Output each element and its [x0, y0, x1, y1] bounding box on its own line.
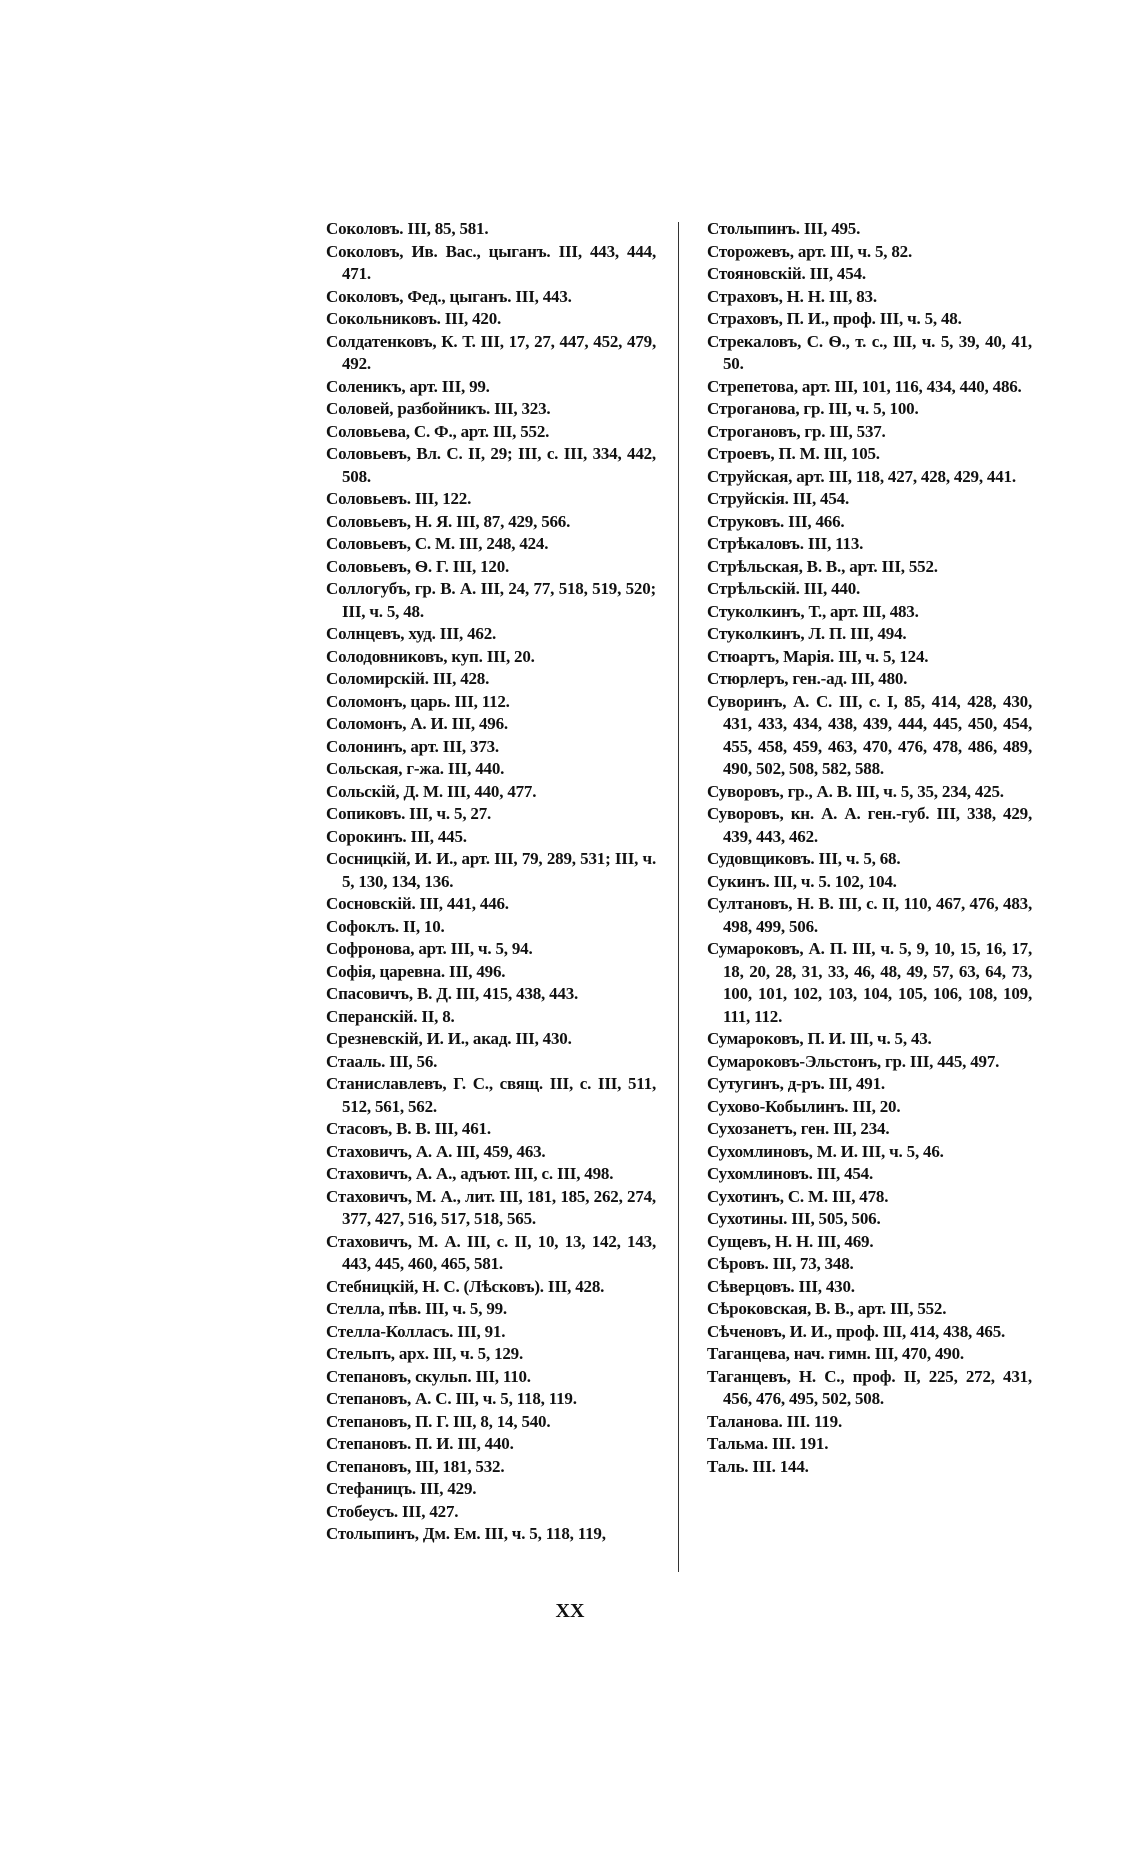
index-entry: Стелла-Колласъ. III, 91. — [326, 1321, 506, 1341]
index-entry: Сухотинъ, С. М. III, 478. — [707, 1186, 889, 1206]
index-entry: Султановъ, Н. В. III, с. II, 110, 467, 476, 483, 498, 499, 506. — [707, 894, 1032, 936]
index-entry: Стаховичъ, М. А. III, с. II, 10, 13, 142, 143, 443, 445, 460, 465, 581. — [326, 1231, 656, 1273]
index-entry: Стелла, пѣв. III, ч. 5, 99. — [326, 1299, 507, 1318]
index-entry: Соловей, разбойникъ. III, 323. — [326, 399, 551, 418]
index-entry: Соловьевъ. III, 122. — [326, 489, 472, 508]
index-entry: Сущевъ, Н. Н. III, 469. — [707, 1231, 874, 1251]
index-entry: Суворинъ, А. С. III, с. I, 85, 414, 428, 430, 431, 433, 434, 438, 439, 444, 445, 450, 454, 455, 458, 459, 463, 470, 476, 478, 486, 489, 490, 502, 508, 582, 588. — [707, 691, 1032, 778]
index-entry: Стельпъ, арх. III, ч. 5, 129. — [326, 1344, 524, 1363]
index-column-right — [707, 218, 1032, 1478]
index-entry: Степановъ, П. Г. III, 8, 14, 540. — [326, 1411, 551, 1431]
index-entry: Солнцевъ, худ. III, 462. — [326, 624, 497, 643]
index-entry: Степановъ. П. И. III, 440. — [326, 1434, 514, 1453]
index-entry: Спасовичъ, В. Д. III, 415, 438, 443. — [326, 984, 579, 1003]
index-entry: Степановъ, скульп. III, 110. — [326, 1366, 531, 1386]
index-entry: Таганцевъ, Н. С., проф. II, 225, 272, 431, 456, 476, 495, 502, 508. — [707, 1366, 1032, 1408]
index-entry: Столыпинъ, Дм. Ем. III, ч. 5, 118, 119, — [326, 1524, 606, 1543]
index-entry: Стефаницъ. III, 429. — [326, 1479, 477, 1498]
index-entry: Стуколкинъ, Л. П. III, 494. — [707, 624, 907, 643]
index-entry: Сухово-Кобылинъ. III, 20. — [707, 1096, 901, 1116]
index-entry: Соллогубъ, гр. В. А. III, 24, 77, 518, 519, 520; III, ч. 5, 48. — [326, 579, 656, 621]
index-entry: Сперанскій. II, 8. — [326, 1006, 455, 1026]
index-entry: Софронова, арт. III, ч. 5, 94. — [326, 939, 533, 958]
index-entry: Строганова, гр. III, ч. 5, 100. — [707, 399, 919, 418]
index-entry: Сухомлиновъ. III, 454. — [707, 1164, 874, 1183]
index-entry: Стрѣльская, В. В., арт. III, 552. — [707, 556, 938, 576]
index-entry: Таганцева, нач. гимн. III, 470, 490. — [707, 1344, 964, 1363]
index-column-left — [326, 218, 656, 1546]
index-entry: Суворовъ, гр., А. В. III, ч. 5, 35, 234, 425. — [707, 781, 1004, 801]
index-entry: Судовщиковъ. III, ч. 5, 68. — [707, 849, 901, 868]
index-entry: Сѣченовъ, И. И., проф. III, 414, 438, 465. — [707, 1321, 1006, 1341]
index-entry: Стуколкинъ, Т., арт. III, 483. — [707, 601, 919, 621]
index-entry: Тальма. III. 191. — [707, 1434, 829, 1453]
index-entry: Стояновскій. III, 454. — [707, 264, 866, 283]
index-entry: Сѣверцовъ. III, 430. — [707, 1276, 855, 1296]
index-entry: Соловьева, С. Ф., арт. III, 552. — [326, 421, 550, 441]
index-entry: Сокольниковъ. III, 420. — [326, 309, 502, 328]
index-entry: Стасовъ, В. В. III, 461. — [326, 1119, 491, 1138]
index-entry: Стобеусъ. III, 427. — [326, 1501, 459, 1521]
index-entry: Соломонъ, царь. III, 112. — [326, 691, 510, 711]
index-entry: Таль. III. 144. — [707, 1456, 809, 1476]
index-entry: Сосновскій. III, 441, 446. — [326, 894, 509, 913]
index-entry: Соломирскій. III, 428. — [326, 669, 490, 688]
index-entry: Сумароковъ-Эльстонъ, гр. III, 445, 497. — [707, 1051, 1000, 1071]
index-entry: Сухозанетъ, ген. III, 234. — [707, 1119, 890, 1138]
index-entry: Струковъ. III, 466. — [707, 511, 845, 531]
index-entry: Струйскія. III, 454. — [707, 489, 849, 508]
index-entry: Соколовъ, Фед., цыганъ. III, 443. — [326, 286, 572, 306]
index-entry: Сумароковъ, П. И. III, ч. 5, 43. — [707, 1029, 932, 1048]
index-entry: Страховъ, Н. Н. III, 83. — [707, 286, 877, 306]
index-entry: Сукинъ. III, ч. 5. 102, 104. — [707, 871, 897, 891]
index-entry: Столыпинъ. III, 495. — [707, 219, 861, 238]
index-entry: Сторожевъ, арт. III, ч. 5, 82. — [707, 241, 913, 261]
index-entry: Солонинъ, арт. III, 373. — [326, 736, 499, 756]
index-entry: Соловьевъ, Вл. С. II, 29; III, с. III, 334, 442, 508. — [326, 444, 656, 486]
index-entry: Сольская, г-жа. III, 440. — [326, 759, 505, 778]
index-entry: Струйская, арт. III, 118, 427, 428, 429, 441. — [707, 466, 1016, 486]
index-entry: Стаховичъ, А. А., адъют. III, с. III, 498. — [326, 1164, 614, 1183]
index-entry: Соколовъ. III, 85, 581. — [326, 219, 489, 238]
index-entry: Стрѣкаловъ. III, 113. — [707, 534, 864, 553]
index-entry: Стаховичъ, М. А., лит. III, 181, 185, 262, 274, 377, 427, 516, 517, 518, 565. — [326, 1186, 656, 1228]
index-entry: Строевъ, П. М. III, 105. — [707, 444, 880, 463]
index-entry: Софія, царевна. III, 496. — [326, 961, 506, 981]
index-entry: Соловьевъ, Н. Я. III, 87, 429, 566. — [326, 511, 571, 531]
index-entry: Степановъ, А. С. III, ч. 5, 118, 119. — [326, 1389, 577, 1408]
index-entry: Сутугинъ, д-ръ. III, 491. — [707, 1074, 885, 1093]
index-entry: Сольскій, Д. М. III, 440, 477. — [326, 781, 537, 801]
index-entry: Софоклъ. II, 10. — [326, 916, 445, 936]
index-entry: Степановъ, III, 181, 532. — [326, 1456, 505, 1476]
index-entry: Стаховичъ, А. А. III, 459, 463. — [326, 1141, 546, 1161]
index-entry: Соколовъ, Ив. Вас., цыганъ. III, 443, 444, 471. — [326, 241, 656, 283]
index-entry: Срезневскій, И. И., акад. III, 430. — [326, 1029, 572, 1048]
index-entry: Солодовниковъ, куп. III, 20. — [326, 646, 535, 666]
index-entry: Стебницкій, Н. С. (Лѣсковъ). III, 428. — [326, 1276, 605, 1296]
index-entry: Стюрлеръ, ген.-ад. III, 480. — [707, 669, 908, 688]
index-entry: Суворовъ, кн. А. А. ген.-губ. III, 338, 429, 439, 443, 462. — [707, 804, 1032, 846]
page-number: XX — [555, 1600, 585, 1622]
index-entry: Сѣровъ. III, 73, 348. — [707, 1254, 854, 1273]
index-entry: Сѣроковская, В. В., арт. III, 552. — [707, 1299, 947, 1318]
index-entry: Сосницкій, И. И., арт. III, 79, 289, 531; III, ч. 5, 130, 134, 136. — [326, 849, 656, 891]
index-entry: Соловьевъ, Ѳ. Г. III, 120. — [326, 556, 510, 576]
index-entry: Соловьевъ, С. М. III, 248, 424. — [326, 534, 549, 553]
index-entry: Соленикъ, арт. III, 99. — [326, 376, 490, 396]
index-entry: Солдатенковъ, К. Т. III, 17, 27, 447, 452, 479, 492. — [326, 331, 656, 373]
index-entry: Соломонъ, А. И. III, 496. — [326, 714, 508, 733]
index-entry: Стааль. III, 56. — [326, 1051, 438, 1071]
index-entry: Строгановъ, гр. III, 537. — [707, 421, 886, 441]
index-entry: Сопиковъ. III, ч. 5, 27. — [326, 804, 492, 823]
index-entry: Сорокинъ. III, 445. — [326, 826, 467, 846]
index-entry: Сумароковъ, А. П. III, ч. 5, 9, 10, 15, 16, 17, 18, 20, 28, 31, 33, 46, 48, 49, 57, 63, 64, 73, 100, 101, 102, 103, 104, 105, 106, 108, 109, 111, 112. — [707, 939, 1032, 1026]
index-entry: Стрекаловъ, С. Ѳ., т. с., III, ч. 5, 39, 40, 41, 50. — [707, 331, 1032, 373]
column-divider — [678, 222, 679, 1572]
index-entry: Таланова. III. 119. — [707, 1411, 843, 1431]
index-entry: Сухотины. III, 505, 506. — [707, 1209, 881, 1228]
index-entry: Стрепетова, арт. III, 101, 116, 434, 440, 486. — [707, 376, 1022, 396]
index-entry: Стрѣльскій. III, 440. — [707, 579, 861, 598]
index-entry: Страховъ, П. И., проф. III, ч. 5, 48. — [707, 309, 962, 328]
index-entry: Стюартъ, Марія. III, ч. 5, 124. — [707, 646, 929, 666]
index-entry: Сухомлиновъ, М. И. III, ч. 5, 46. — [707, 1141, 944, 1161]
index-entry: Станиславлевъ, Г. С., свящ. III, с. III, 511, 512, 561, 562. — [326, 1074, 656, 1116]
